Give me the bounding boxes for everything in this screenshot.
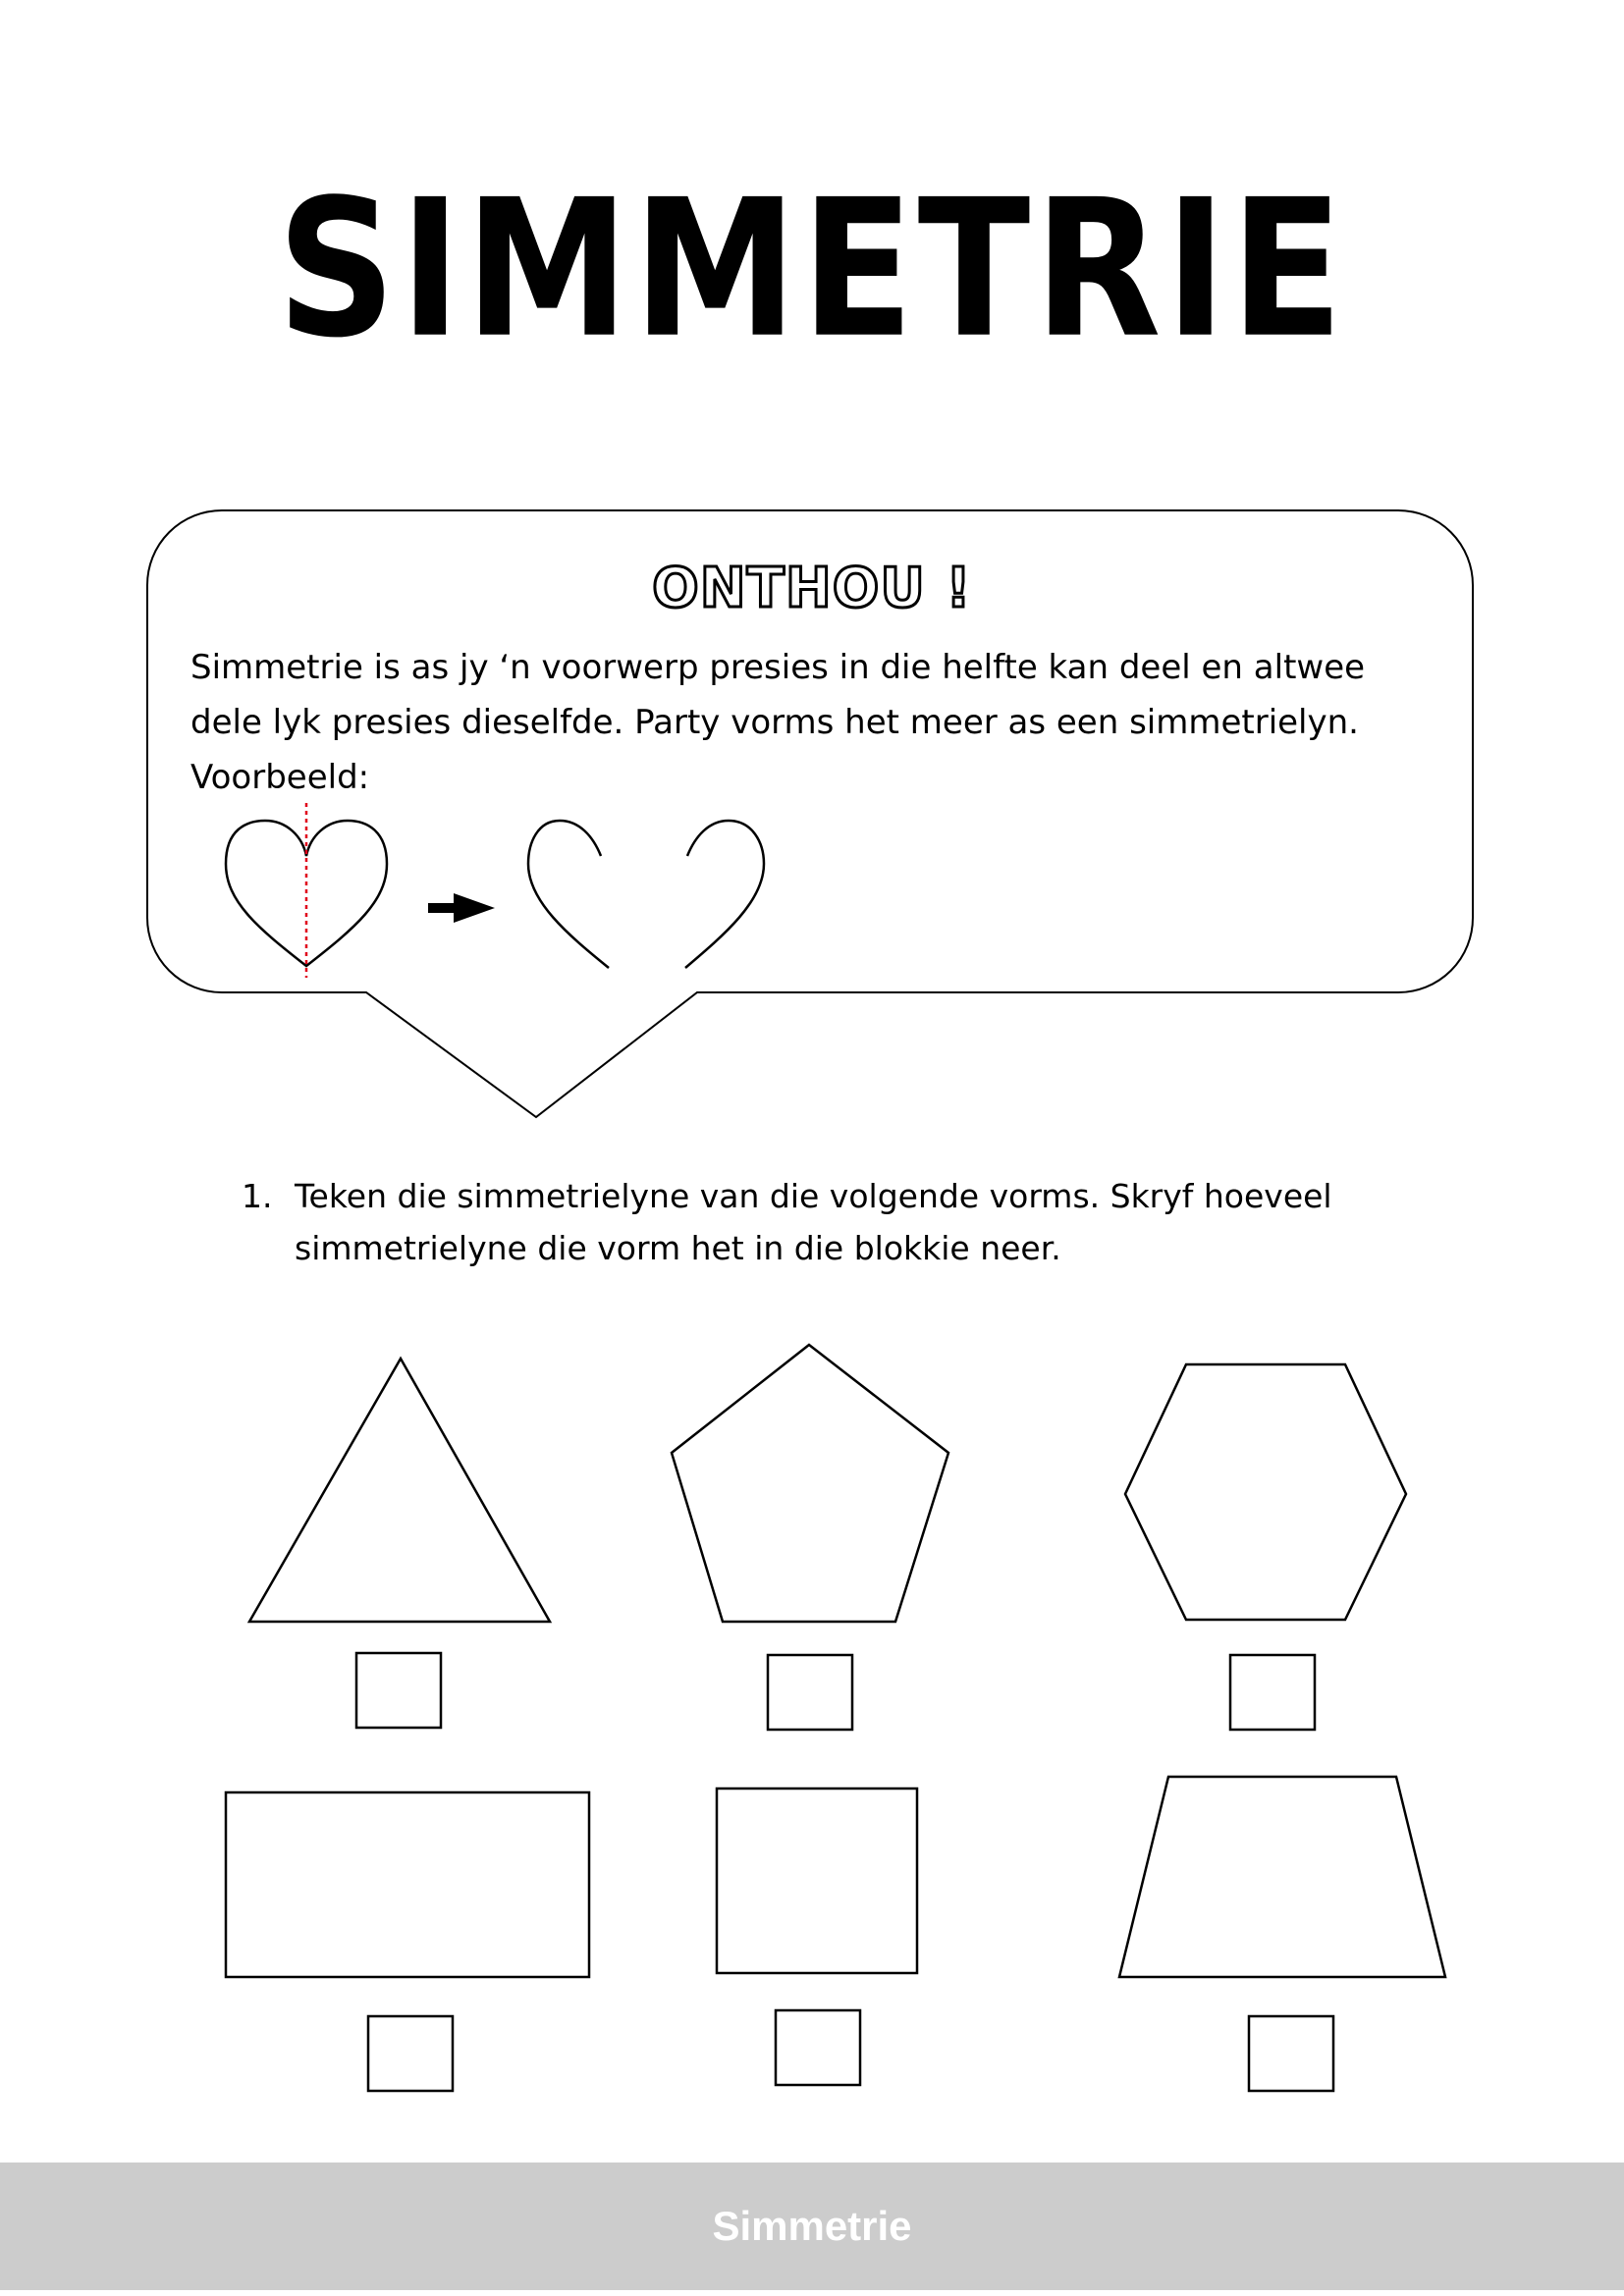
triangle-icon [249, 1359, 550, 1622]
answer-box[interactable] [1249, 2016, 1333, 2091]
answer-box[interactable] [356, 1653, 441, 1728]
pentagon-icon [672, 1345, 948, 1622]
trapezoid-icon [1119, 1777, 1445, 1977]
page-title: SIMMETRIE [277, 158, 1347, 380]
remember-text [190, 640, 1467, 805]
left-heart-half-icon [528, 821, 609, 968]
answer-box[interactable] [776, 2010, 860, 2085]
footer-bar [0, 2163, 1624, 2290]
footer-label: Simmetrie [712, 2203, 912, 2249]
answer-box[interactable] [768, 1655, 852, 1730]
question-text-line: Teken die simmetrielyne van die volgende vorms. Skryf hoeveel [295, 1177, 1332, 1215]
remember-text-line: dele lyk presies dieselfde. Party vorms het meer as een simmetrielyn. [190, 703, 1359, 742]
square-icon [717, 1789, 917, 1973]
hexagon-icon [1125, 1364, 1406, 1620]
question-text-line: simmetrielyne die vorm het in die blokkie neer. [295, 1229, 1061, 1267]
right-heart-half-icon [685, 821, 764, 968]
remember-heading: ONTHOU ! [652, 557, 972, 620]
question-text [295, 1170, 1375, 1274]
answer-box[interactable] [1230, 1655, 1315, 1730]
rectangle-icon [226, 1792, 589, 1977]
question-number: 1. [242, 1177, 273, 1215]
answer-box[interactable] [368, 2016, 453, 2091]
example-label: Voorbeeld: [190, 758, 370, 797]
heart-icon [226, 808, 387, 966]
remember-text-line: Simmetrie is as jy ‘n voorwerp presies in die helfte kan deel en altwee [190, 648, 1366, 687]
arrow-right-icon [428, 893, 495, 923]
